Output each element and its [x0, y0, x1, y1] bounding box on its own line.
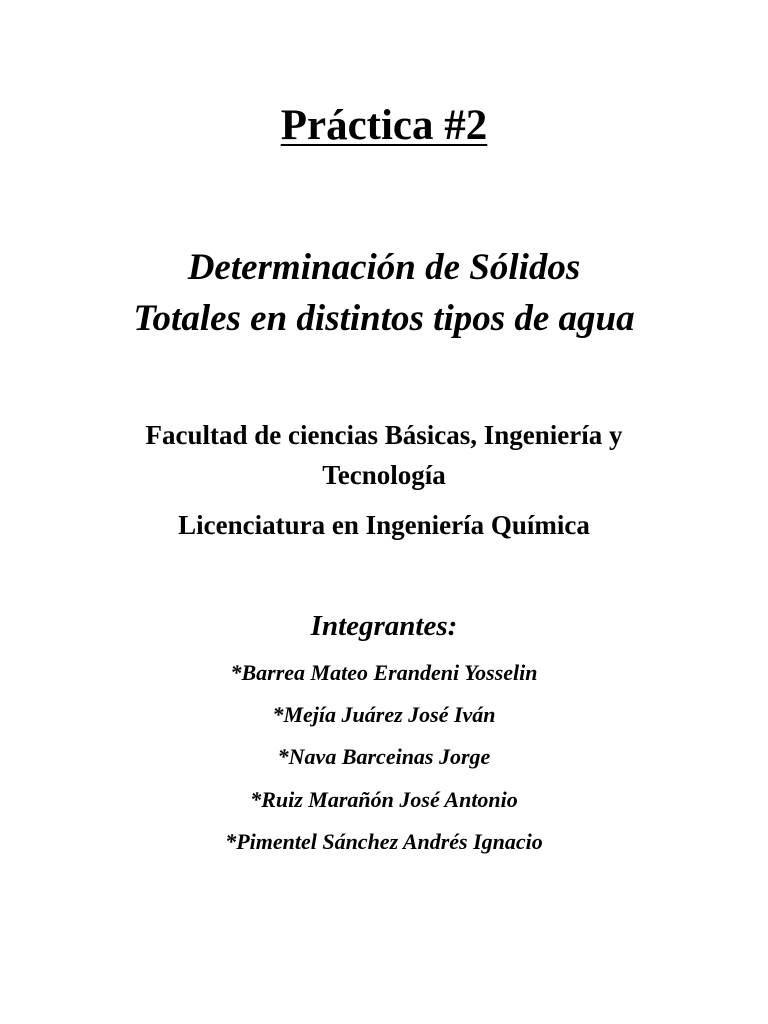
page-title: Práctica #2 [280, 102, 488, 149]
subtitle-line-2: Totales en distintos tipos de agua [133, 298, 635, 339]
members-heading: Integrantes: [310, 610, 458, 642]
subtitle-line-1: Determinación de Sólidos [187, 247, 581, 288]
degree-program: Licenciatura en Ingeniería Química [178, 510, 590, 540]
member-item: *Ruiz Marañón José Antonio [250, 787, 518, 812]
member-item: *Barrea Mateo Erandeni Yosselin [230, 660, 538, 685]
faculty-line-2: Tecnología [322, 460, 446, 490]
faculty-line-1: Facultad de ciencias Básicas, Ingeniería y [145, 420, 623, 450]
member-item: *Mejía Juárez José Iván [272, 702, 496, 727]
member-item: *Pimentel Sánchez Andrés Ignacio [225, 829, 543, 854]
member-item: *Nava Barceinas Jorge [277, 744, 491, 769]
